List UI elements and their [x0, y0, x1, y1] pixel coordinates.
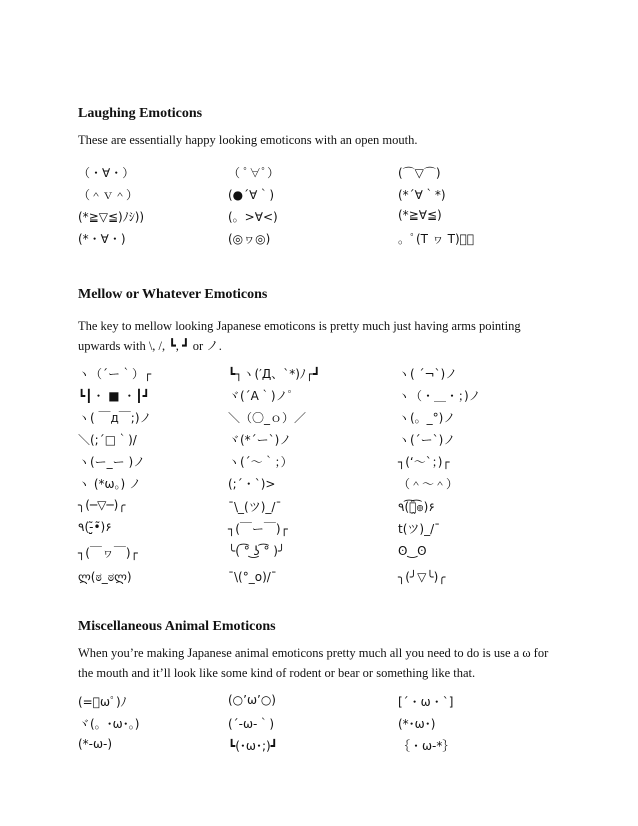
emoticon: （＾～＾） — [398, 477, 459, 491]
emoticon: ヽ(´～｀；） — [228, 455, 293, 469]
section-heading-mellow: Mellow or Whatever Emoticons — [78, 287, 268, 302]
emoticon: ヽ( ´¬`)ノ — [398, 367, 458, 381]
emoticon: (*・∀・) — [78, 232, 126, 246]
emoticon: t(ツ)_/¯ — [398, 522, 441, 536]
emoticon: ¯\_(ツ)_/¯ — [228, 500, 282, 514]
emoticon: ＼(;´□｀)/ — [78, 433, 137, 447]
emoticon: (*´∀｀*) — [398, 188, 446, 202]
emoticon: ヽ（・＿・；)ノ — [398, 389, 481, 403]
emoticon: ┗┃・ ■ ・┃┛ — [78, 389, 150, 403]
emoticon: ╮(─▽─)╭ — [78, 498, 126, 512]
emoticon: ٩(-̮̮̃•̃)۶ — [78, 520, 112, 534]
emoticon: [´・ω・`] — [398, 695, 454, 709]
emoticon: (●´∀｀) — [228, 188, 275, 202]
emoticon: ╮(╯▽╰)╭ — [398, 570, 446, 584]
emoticon: ┗┐ヽ(′Д、`*)ﾉ┌┛ — [228, 367, 321, 381]
emoticon: ٩(͡๏̯͡๏)۶ — [398, 500, 435, 514]
emoticon: ヾ(。･ω･。) — [78, 717, 140, 731]
emoticon: ╰( ͡° ͜ʖ ͡° )╯ — [228, 544, 286, 558]
emoticon: ＼（〇_ｏ）／ — [228, 411, 307, 425]
emoticon: ヽ(´ー`)ノ — [398, 433, 456, 447]
emoticon: 。ﾟ(T ヮ T)ﾟ。 — [398, 232, 475, 246]
section-description-animal: When you’re making Japanese animal emoticons pretty much all you need to do is use a ω for the mouth and it’ll look like some kind of rodent or bear or something like that. — [78, 646, 549, 680]
emoticon: (=ﾟωﾟ)ﾉ — [78, 695, 127, 709]
emoticon: ヽ (*ω。) ノ — [78, 477, 142, 491]
emoticon: ¯\(°_o)/¯ — [228, 570, 277, 584]
section-description-mellow: The key to mellow looking Japanese emoticons is pretty much just having arms pointing upwards with \, /, ┗, ┛ or ノ. — [78, 319, 521, 353]
emoticon: ┐(￣ヮ￣)┌ — [78, 546, 138, 560]
emoticon: （＾ｖ＾） — [78, 188, 139, 202]
emoticon: （ ﾟ∀ﾟ） — [228, 166, 280, 180]
emoticon: ｛・ω-*｝ — [398, 739, 455, 753]
emoticon: (´-ω-｀) — [228, 717, 275, 731]
emoticon: (◎ヮ◎) — [228, 232, 271, 246]
emoticon: (*≧∀≦) — [398, 208, 442, 222]
emoticon: ┐(‘～`；)┌ — [398, 455, 450, 469]
emoticon: ヽ（´ー｀）┌ — [78, 367, 152, 381]
emoticon: ┗(･ω･;)┛ — [228, 739, 278, 753]
emoticon: ヾ(*´ー`)ノ — [228, 433, 292, 447]
emoticon: ヽ( ￣д￣;)ノ — [78, 411, 152, 425]
section-heading-laughing: Laughing Emoticons — [78, 106, 203, 121]
emoticon: ┐(￣ー￣)┌ — [228, 522, 288, 536]
emoticon: ʘ‿ʘ — [398, 544, 427, 558]
emoticon: (*≧▽≦)ﾉｼ)) — [78, 210, 145, 224]
emoticon: ヾ(´A｀)ノﾟ — [228, 389, 294, 403]
emoticon: (*-ω-) — [78, 737, 113, 751]
emoticon: (。>∀<) — [228, 210, 278, 224]
emoticon: (○’ω’○) — [228, 693, 276, 707]
emoticon: ヽ(。_°)ノ — [398, 411, 456, 425]
emoticon: ლ(ಠ_ಠლ) — [78, 570, 132, 584]
section-heading-animal: Miscellaneous Animal Emoticons — [78, 619, 276, 634]
section-description-laughing: These are essentially happy looking emoticons with an open mouth. — [78, 133, 418, 147]
emoticon: （・∀・） — [78, 166, 135, 180]
emoticon: (*･ω･) — [398, 717, 436, 731]
emoticon: (;´・`)> — [228, 477, 276, 491]
emoticon: ヽ(ー_ー )ノ — [78, 455, 146, 469]
emoticon: (⌒▽⌒) — [398, 166, 441, 180]
